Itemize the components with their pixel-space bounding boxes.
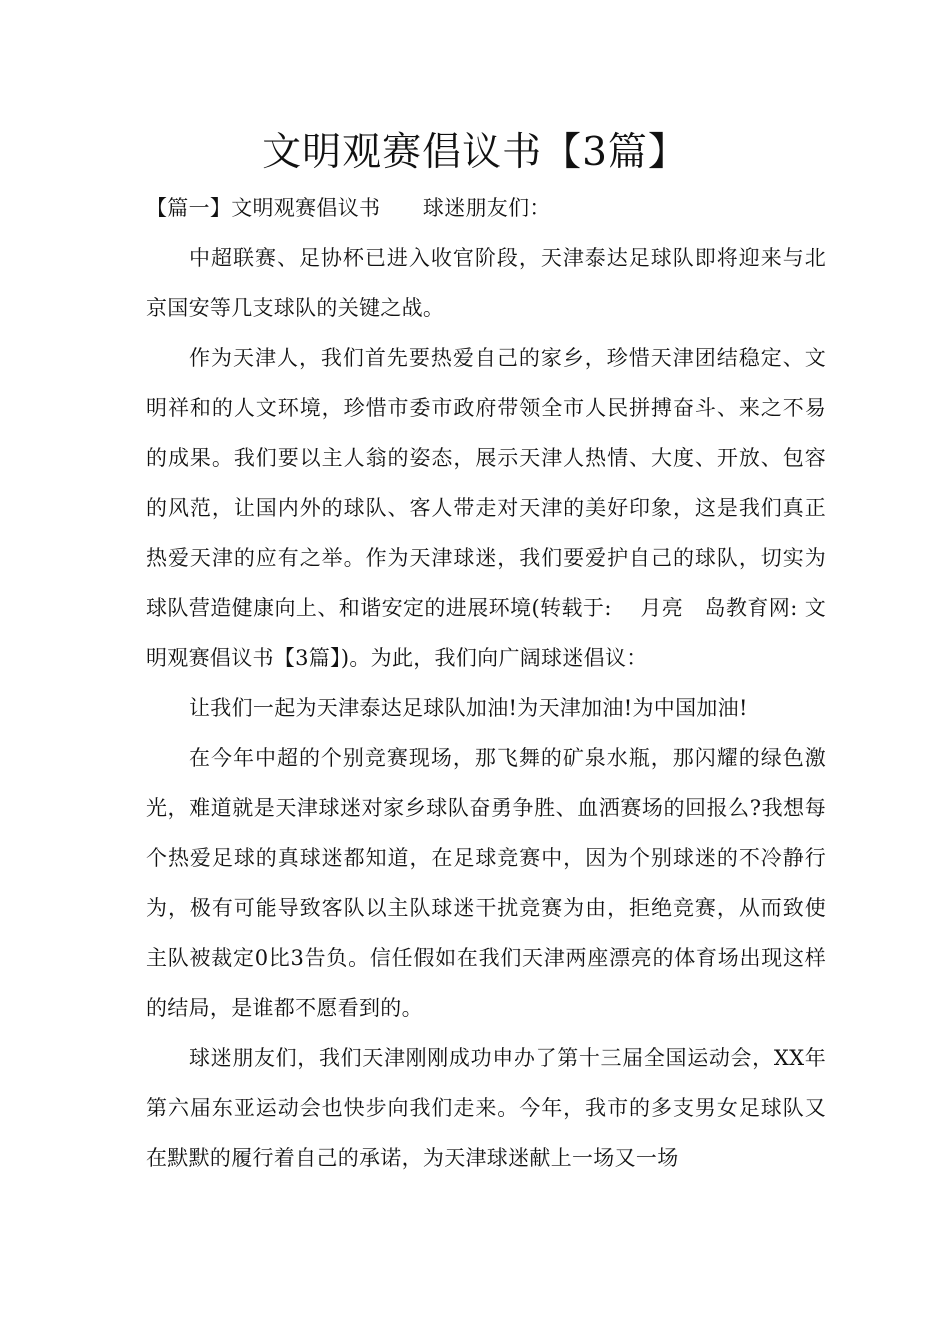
document-title: 文明观赛倡议书【3篇】 [262, 130, 688, 175]
document-body [146, 183, 826, 1183]
paragraph: 中超联赛、足协杯已进入收官阶段，天津泰达足球队即将迎来与北京国安等几支球队的关键之战。 [146, 246, 826, 320]
paragraph-heading: 【篇一】文明观赛倡议书 球迷朋友们： [146, 196, 551, 220]
paragraph: 作为天津人，我们首先要热爱自己的家乡，珍惜天津团结稳定、文明祥和的人文环境，珍惜市委市政府带领全市人民拼搏奋斗、来之不易的成果。我们要以主人翁的姿态，展示天津人热情、大度、开放、包容的风范，让国内外的球队、客人带走对天津的美好印象，这是我们真正热爱天津的应有之举。作为天津球迷，我们要爱护自己的球队，切实为球队营造健康向上、和谐安定的进展环境(转载于: 月亮 岛教育网: 文明观赛倡议书【3篇】)。为此，我们向广阔球迷倡议： [146, 346, 826, 670]
paragraph: 在今年中超的个别竞赛现场，那飞舞的矿泉水瓶，那闪耀的绿色激光，难道就是天津球迷对家乡球队奋勇争胜、血洒赛场的回报么?我想每个热爱足球的真球迷都知道，在足球竞赛中，因为个别球迷的不冷静行为，极有可能导致客队以主队球迷干扰竞赛为由，拒绝竞赛，从而致使主队被裁定0比3告负。信任假如在我们天津两座漂亮的体育场出现这样的结局，是谁都不愿看到的。 [146, 746, 826, 1020]
paragraph: 让我们一起为天津泰达足球队加油!为天津加油!为中国加油! [189, 696, 748, 720]
paragraph: 球迷朋友们，我们天津刚刚成功申办了第十三届全国运动会，XX年第六届东亚运动会也快步向我们走来。今年，我市的多支男女足球队又在默默的履行着自己的承诺，为天津球迷献上一场又一场 [146, 1046, 826, 1170]
